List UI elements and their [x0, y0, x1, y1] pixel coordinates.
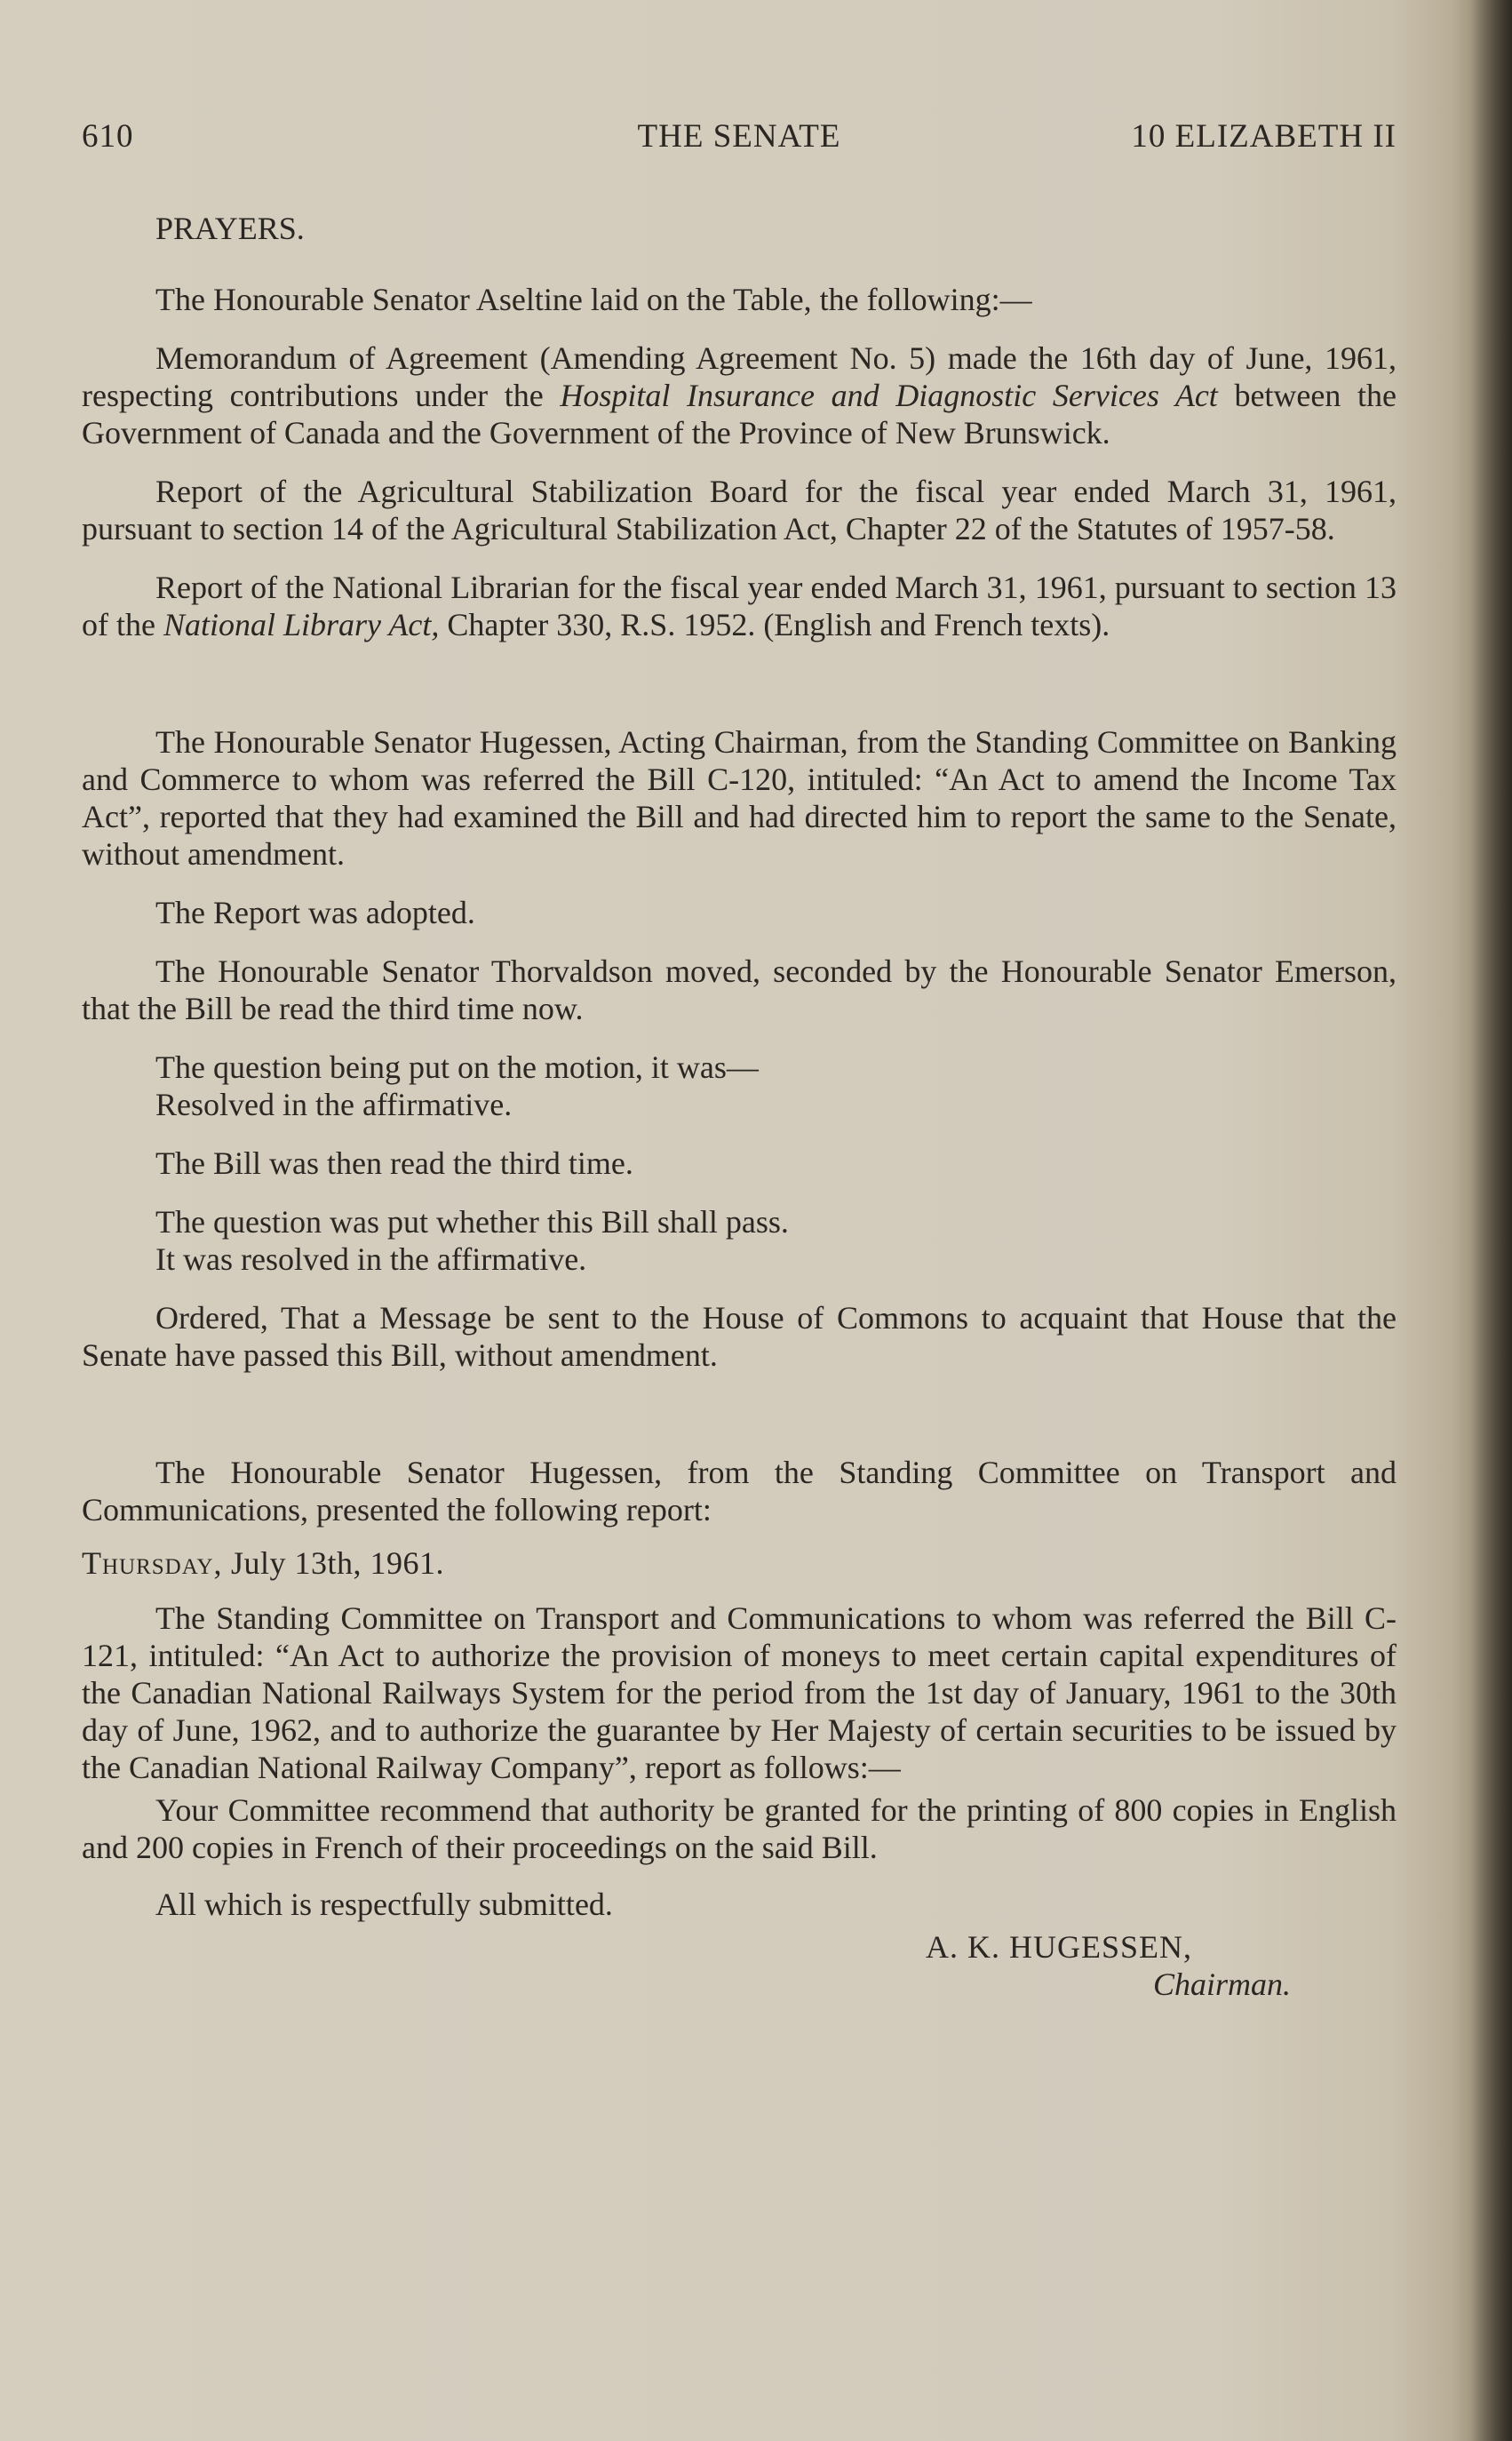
running-header [82, 117, 1397, 156]
passage-resolved-line: It was resolved in the affirmative. [155, 1241, 587, 1277]
motion-question-line: The question being put on the motion, it was— [155, 1049, 759, 1085]
doc1-text-a: Memorandum of Agreement (Amending Agreement No. 5) made the 16th day of June, 1961, respecting contributions under the [82, 340, 1397, 413]
motion-resolved-line: Resolved in the affirmative. [155, 1087, 513, 1122]
tabled-document-agricultural-report: Report of the Agricultural Stabilization Board for the fiscal year ended March 31, 1961, pursuant to section 14 of the Agricultural Stabilization Act, Chapter 22 of the Statutes of 1957-58. [82, 474, 1397, 546]
motion-question [82, 1049, 1397, 1123]
banking-committee-report: The Honourable Senator Hugessen, Acting Chairman, from the Standing Committee on Banking and Commerce to whom was referred the Bill C-120, intituled: “An Act to amend the Income Tax Act”, reported that they had examined the Bill and had directed him to report the same to the Senate, without amendment. [82, 724, 1397, 872]
printing-recommendation: Your Committee recommend that authority be granted for the printing of 800 copies in English and 200 copies in French of their proceedings on the said Bill. [82, 1792, 1397, 1865]
signatory-role: Chairman. [1153, 1966, 1292, 2002]
signatory-name: A. K. HUGESSEN, [926, 1929, 1193, 1965]
bill-passage [82, 1203, 1397, 1278]
submission-line: All which is respectfully submitted. [155, 1887, 613, 1922]
transport-committee-intro: The Honourable Senator Hugessen, from the Standing Committee on Transport and Communications, presented the following report: [82, 1455, 1397, 1528]
report-adopted: The Report was adopted. [155, 895, 475, 930]
tabled-document-librarian-report [82, 569, 1397, 643]
report-date [82, 1544, 1397, 1582]
header-title: THE SENATE [637, 118, 841, 155]
report-date-rest: July 13th, 1961. [222, 1545, 445, 1581]
message-order: Ordered, That a Message be sent to the House of Commons to acquaint that House that the Senate have passed this Bill, without amendment. [82, 1300, 1397, 1373]
page-number: 610 [82, 118, 134, 155]
header-regnal-year: 10 ELIZABETH II [1131, 118, 1397, 155]
transport-committee-report: The Standing Committee on Transport and Communications to whom was referred the Bill C-121, intituled: “An Act to authorize the provision of moneys to meet certain capital expenditures of the Canadian National Railways System for the period from the 1st day of January, 1961 to the 30th day of June, 1962, and to authorize the guarantee by Her Majesty of certain securities to be issued by the Canadian National Railway Company”, report as follows:— [82, 1600, 1397, 1785]
tabled-document-memorandum [82, 339, 1397, 451]
doc1-act-title: Hospital Insurance and Diagnostic Services Act [560, 378, 1218, 413]
third-reading-done: The Bill was then read the third time. [155, 1145, 633, 1181]
doc3-act-title: National Library Act, [163, 607, 440, 642]
book-gutter-shadow [1471, 0, 1512, 2441]
doc3-text-b: Chapter 330, R.S. 1952. (English and French texts). [439, 607, 1110, 642]
passage-question-line: The question was put whether this Bill shall pass. [155, 1204, 789, 1240]
journal-body [82, 210, 1397, 2003]
report-date-day: Thursday, [82, 1545, 223, 1581]
prayers-heading: PRAYERS. [155, 211, 305, 246]
doc3-text-a: Report of the National Librarian for the fiscal year ended March 31, 1961, pursuant to section 13 of the [82, 570, 1397, 642]
tabled-documents-intro: The Honourable Senator Aseltine laid on the Table, the following:— [155, 282, 1032, 317]
doc1-text-b: between the Government of Canada and the Government of the Province of New Brunswick. [82, 378, 1397, 451]
third-reading-motion: The Honourable Senator Thorvaldson moved, seconded by the Honourable Senator Emerson, that the Bill be read the third time now. [82, 953, 1397, 1026]
